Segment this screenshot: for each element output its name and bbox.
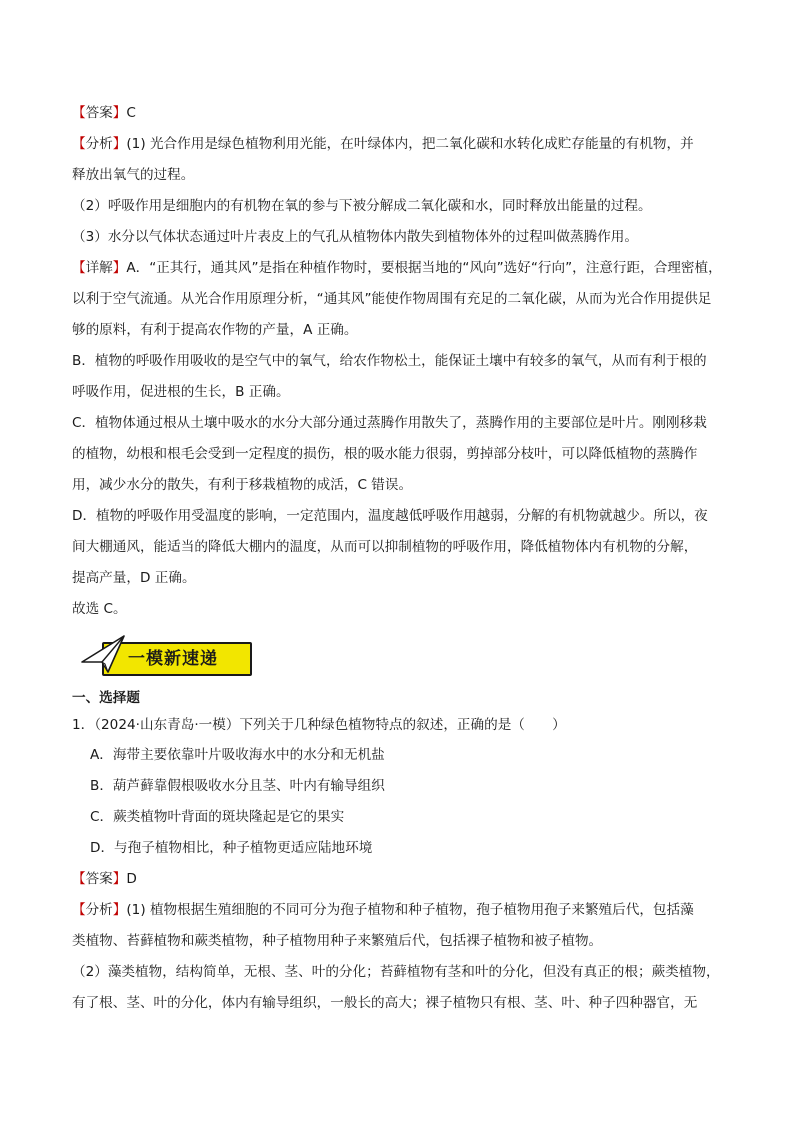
detail-text-line: 够的原料，有利于提高农作物的产量，A 正确。: [72, 322, 358, 338]
conclusion-line: 故选 C。: [72, 601, 127, 617]
option-d: D．与孢子植物相比，种子植物更适应陆地环境: [90, 840, 373, 856]
detail-line: [72, 253, 722, 284]
analysis-tag-label: 分析: [85, 902, 113, 918]
question-stem: 1．（2024·山东青岛·一模）下列关于几种绿色植物特点的叙述，正确的是（ ）: [72, 717, 566, 733]
detail-text-line: D．植物的呼吸作用受温度的影响，一定范围内，温度越低呼吸作用越弱，分解的有机物就越少。所以，夜: [72, 508, 708, 524]
analysis-text: (1) 植物根据生殖细胞的不同可分为孢子植物和种子植物，孢子植物用孢子来繁殖后代，包括藻: [126, 902, 694, 918]
detail-text-line: 以利于空气流通。从光合作用原理分析，“通其风”能使作物周围有充足的二氧化碳，从而为光合作用提供足: [72, 291, 712, 307]
detail-text-line: C．植物体通过根从土壤中吸水的水分大部分通过蒸腾作用散失了，蒸腾作用的主要部位是叶片。刚刚移栽: [72, 415, 707, 431]
banner-title: 一模新速递: [128, 649, 218, 669]
detail-text-line: 提高产量，D 正确。: [72, 570, 196, 586]
analysis-text-line: （2）藻类植物，结构简单，无根、茎、叶的分化；苔藓植物有茎和叶的分化，但没有真正的根；蕨类植物，: [72, 964, 720, 980]
analysis-text-line: 有了根、茎、叶的分化，体内有输导组织，一般长的高大；裸子植物只有根、茎、叶、种子四种器官，无: [72, 995, 698, 1011]
answer-line: [72, 864, 722, 895]
detail-text-line: 用，减少水分的散失，有利于移栽植物的成活，C 错误。: [72, 477, 413, 493]
answer-line: [72, 98, 722, 129]
answer-tag-close: 】: [112, 871, 127, 887]
detail-tag-close: 】: [112, 260, 127, 276]
detail-text-line: 间大棚通风，能适当的降低大棚内的温度，从而可以抑制植物的呼吸作用，降低植物体内有机物的分解，: [72, 539, 698, 555]
answer-tag-label: 答案: [85, 105, 113, 121]
analysis-tag-open: 【: [72, 136, 86, 152]
detail-text-line: B．植物的呼吸作用吸收的是空气中的氧气，给农作物松土，能保证土壤中有较多的氧气，从而有利于根的: [72, 353, 707, 369]
answer-tag-open: 【: [72, 871, 86, 887]
answer-value: D: [126, 871, 137, 887]
detail-tag-open: 【: [72, 260, 86, 276]
analysis-line: [72, 129, 722, 160]
detail-text-line: 的植物，幼根和根毛会受到一定程度的损伤，根的吸水能力很弱，剪掉部分枝叶，可以降低植物的蒸腾作: [72, 446, 698, 462]
section-title: 一、选择题: [72, 690, 140, 706]
detail-tag-label: 详解: [85, 260, 113, 276]
analysis-tag-close: 】: [112, 902, 127, 918]
answer-tag-open: 【: [72, 105, 86, 121]
analysis-text-line: （3）水分以气体状态通过叶片表皮上的气孔从植物体内散失到植物体外的过程叫做蒸腾作用。: [72, 229, 638, 245]
detail-text-line: 呼吸作用，促进根的生长，B 正确。: [72, 384, 290, 400]
answer-value: C: [126, 105, 136, 121]
option-b: B．葫芦藓靠假根吸收水分且茎、叶内有输导组织: [90, 778, 385, 794]
option-c: C．蕨类植物叶背面的斑块隆起是它的果实: [90, 809, 345, 825]
option-a: A．海带主要依靠叶片吸收海水中的水分和无机盐: [90, 747, 385, 763]
analysis-line: [72, 895, 722, 926]
answer-tag-label: 答案: [85, 871, 113, 887]
analysis-text-line: 释放出氧气的过程。: [72, 167, 195, 183]
analysis-text-line: （2）呼吸作用是细胞内的有机物在氧的参与下被分解成二氧化碳和水，同时释放出能量的过程。: [72, 198, 652, 214]
section-banner: [78, 632, 258, 680]
analysis-tag-open: 【: [72, 902, 86, 918]
analysis-text: (1) 光合作用是绿色植物利用光能，在叶绿体内，把二氧化碳和水转化成贮存能量的有机物，并: [126, 136, 694, 152]
analysis-text-line: 类植物、苔藓植物和蕨类植物，种子植物用种子来繁殖后代，包括裸子植物和被子植物。: [72, 933, 603, 949]
analysis-tag-label: 分析: [85, 136, 113, 152]
analysis-tag-close: 】: [112, 136, 127, 152]
answer-block-previous-question: [72, 98, 722, 625]
answer-tag-close: 】: [112, 105, 127, 121]
detail-text: A．“正其行，通其风”是指在种植作物时，要根据当地的“风向”选好“行向”，注意行距，合理密植，: [126, 260, 722, 276]
question-section: [72, 686, 722, 1019]
